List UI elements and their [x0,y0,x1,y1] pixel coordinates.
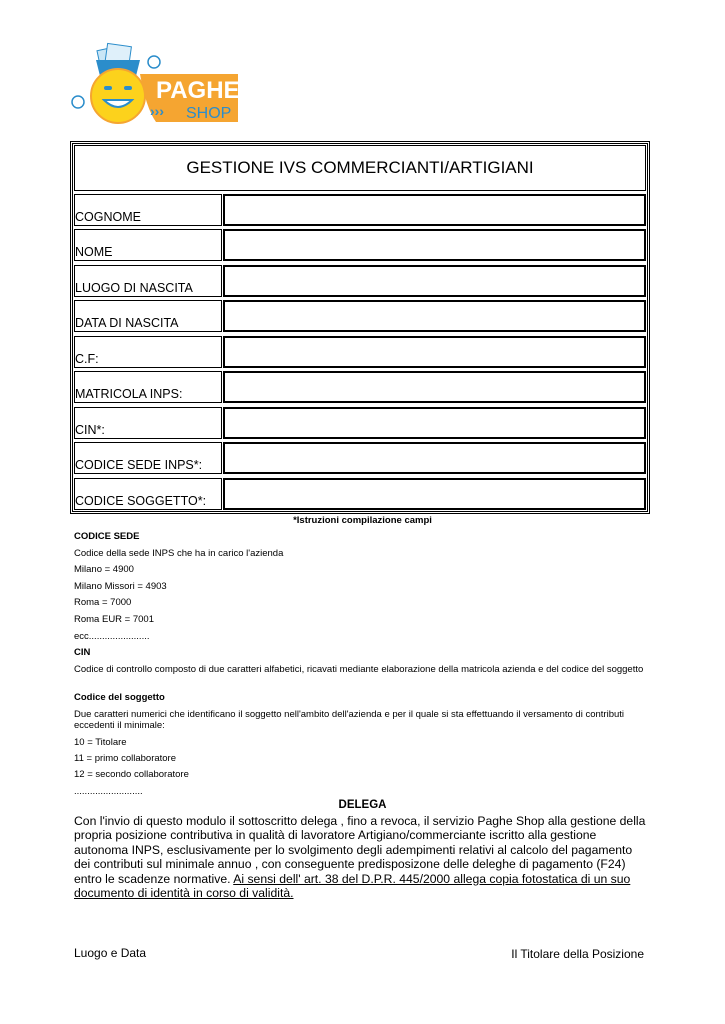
codice-soggetto-description: Due caratteri numerici che identificano il soggetto nell'ambito dell'azienda e per il quale si sta effettuando il versamento di contributi eccedenti il minimale: [74,709,625,731]
codice-sede-title: CODICE SEDE [74,531,140,542]
label-codice-sede: CODICE SEDE INPS*: [74,442,222,474]
delega-legal-note: Ai sensi dell' art. 38 del D.P.R. 445/2000 allega copia fotostatica di un suo documento di identità in corso di validità. [74,871,631,901]
label-nome: NOME [74,229,222,261]
logo-brand-top: PAGHE [156,77,240,104]
delega-paragraph [74,814,646,900]
cin-title: CIN [74,647,91,658]
label-cognome: COGNOME [74,194,222,226]
delega-title: DELEGA [338,799,387,811]
input-matricola-inps[interactable] [223,371,646,403]
codice-soggetto-item: 12 = secondo collaboratore [74,769,189,780]
label-luogo-nascita: LUOGO DI NASCITA [74,265,222,297]
svg-text:›››: ››› [150,103,164,119]
codice-soggetto-item: 10 = Titolare [74,737,127,748]
codice-sede-description: Codice della sede INPS che ha in carico l'azienda [74,548,284,559]
label-codice-soggetto: CODICE SOGGETTO*: [74,478,222,510]
label-cin: CIN*: [74,407,222,439]
codice-sede-item: Milano = 4900 [74,564,134,575]
logo-brand-bottom: SHOP [186,105,232,122]
cin-description: Codice di controllo composto di due caratteri alfabetici, ricavati mediante elaborazione della matricola azienda e del codice del soggetto [74,664,644,675]
input-nome[interactable] [223,229,646,261]
input-codice-fiscale[interactable] [223,336,646,368]
instructions-heading: *Istruzioni compilazione campi [293,515,432,526]
input-data-nascita[interactable] [223,300,646,332]
input-luogo-nascita[interactable] [223,265,646,297]
codice-soggetto-item: .......................... [74,786,143,797]
codice-sede-item: ecc....................... [74,631,150,642]
codice-sede-item: Milano Missori = 4903 [74,581,167,592]
delega-text: Con l'invio di questo modulo il sottoscritto delega , fino a revoca, il servizio Paghe Shop alla gestione della propria posizione contributiva in qualità di lavoratore Artigiano/commerciante iscritto alla gestione autonoma INPS, esclusivamente per lo svolgimento degli adempimenti relativi al calcolo del pagamento dei contributi sul minimale annuo , con conseguente predisposizone delle deleghe di pagamento (F24) entro le scadenze normative. [74,814,646,886]
input-cognome[interactable] [223,194,646,226]
codice-soggetto-title: Codice del soggetto [74,692,165,703]
holder-signature-label: Il Titolare della Posizione [511,947,644,961]
codice-sede-item: Roma = 7000 [74,597,132,608]
label-data-nascita: DATA DI NASCITA [74,300,222,332]
place-date-label: Luogo e Data [74,946,147,960]
codice-sede-item: Roma EUR = 7001 [74,614,154,625]
label-matricola-inps: MATRICOLA INPS: [74,371,222,403]
input-codice-soggetto[interactable] [223,478,646,510]
paghe-shop-logo [66,42,242,128]
codice-soggetto-item: 11 = primo collaboratore [74,753,177,764]
form-title: GESTIONE IVS COMMERCIANTI/ARTIGIANI [74,145,646,191]
input-cin[interactable] [223,407,646,439]
input-codice-sede[interactable] [223,442,646,474]
label-codice-fiscale: C.F: [74,336,222,368]
